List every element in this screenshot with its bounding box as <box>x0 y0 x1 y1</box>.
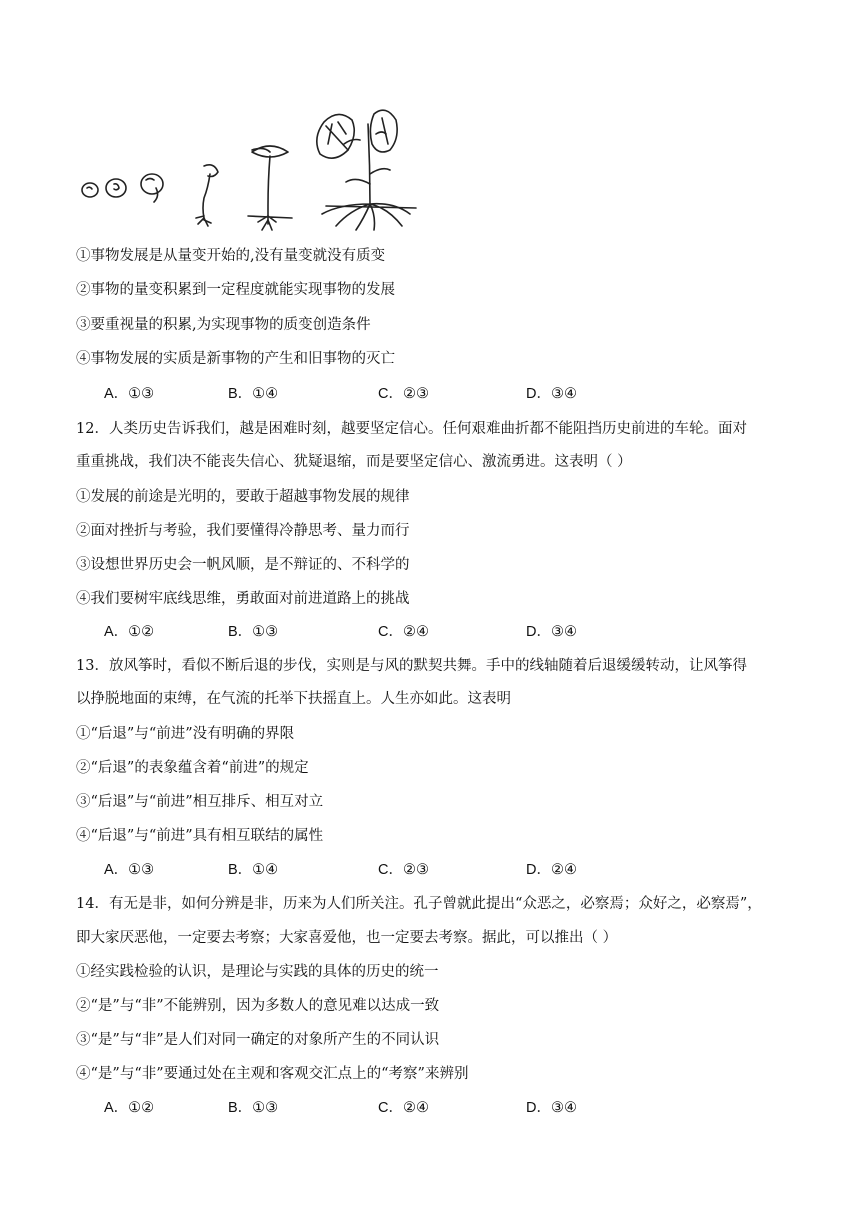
q14-statement-2: ②“是”与“非”不能辨别，因为多数人的意见难以达成一致 <box>76 998 440 1014</box>
q13-statement-3: ③“后退”与“前进”相互排斥、相互对立 <box>76 794 324 810</box>
q13-option-d[interactable]: D．②④ <box>526 862 577 878</box>
q14-statement-4: ④“是”与“非”要通过处在主观和客观交汇点上的“考察”来辨别 <box>76 1066 469 1082</box>
q14-stem-line-2: 即大家厌恶他，一定要去考察；大家喜爱他，也一定要去考察。据此，可以推出（ ） <box>76 930 618 946</box>
q11-statement-3: ③要重视量的积累,为实现事物的质变创造条件 <box>76 317 371 333</box>
q12-stem-line-1: 12．人类历史告诉我们，越是困难时刻，越要坚定信心。任何艰难曲折都不能阻挡历史前进的车轮。面对 <box>76 421 747 437</box>
q12-statement-3: ③设想世界历史会一帆风顺，是不辩证的、不科学的 <box>76 557 410 573</box>
q12-option-b[interactable]: B．①③ <box>228 624 279 640</box>
seed-germination-illustration <box>76 104 426 236</box>
q12-statement-2: ②面对挫折与考验，我们要懂得冷静思考、量力而行 <box>76 523 410 539</box>
q14-option-b[interactable]: B．①③ <box>228 1100 279 1116</box>
q14-option-c[interactable]: C．②④ <box>378 1100 429 1116</box>
q13-stem-line-1: 13．放风筝时，看似不断后退的步伐，实则是与风的默契共舞。手中的线轴随着后退缓缓转动，让风筝得 <box>76 658 747 674</box>
q12-statement-1: ①发展的前途是光明的，要敢于超越事物发展的规律 <box>76 489 410 505</box>
q11-statement-2: ②事物的量变积累到一定程度就能实现事物的发展 <box>76 282 395 298</box>
q14-statement-3: ③“是”与“非”是人们对同一确定的对象所产生的不同认识 <box>76 1032 440 1048</box>
q13-option-b[interactable]: B．①④ <box>228 862 279 878</box>
q12-stem-line-2: 重重挑战，我们决不能丧失信心、犹疑退缩，而是要坚定信心、激流勇进。这表明（ ） <box>76 454 632 470</box>
q13-stem-line-2: 以挣脱地面的束缚，在气流的托举下扶摇直上。人生亦如此。这表明 <box>76 691 511 707</box>
q14-statement-1: ①经实践检验的认识，是理论与实践的具体的历史的统一 <box>76 964 439 980</box>
q14-stem-line-1: 14．有无是非，如何分辨是非，历来为人们所关注。孔子曾就此提出“众恶之，必察焉；众好之，必察焉”， <box>76 896 762 912</box>
q11-option-d[interactable]: D．③④ <box>526 386 577 402</box>
q13-option-c[interactable]: C．②③ <box>378 862 429 878</box>
q12-option-c[interactable]: C．②④ <box>378 624 429 640</box>
q11-option-b[interactable]: B．①④ <box>228 386 279 402</box>
q14-option-d[interactable]: D．③④ <box>526 1100 577 1116</box>
q14-option-a[interactable]: A．①② <box>104 1100 155 1116</box>
q11-option-a[interactable]: A．①③ <box>104 386 155 402</box>
q12-statement-4: ④我们要树牢底线思维，勇敢面对前进道路上的挑战 <box>76 591 410 607</box>
q13-statement-4: ④“后退”与“前进”具有相互联结的属性 <box>76 828 324 844</box>
q11-statement-1: ①事物发展是从量变开始的,没有量变就没有质变 <box>76 248 386 264</box>
q11-option-c[interactable]: C．②③ <box>378 386 429 402</box>
q12-option-d[interactable]: D．③④ <box>526 624 577 640</box>
q12-option-a[interactable]: A．①② <box>104 624 155 640</box>
q13-statement-1: ①“后退”与“前进”没有明确的界限 <box>76 726 295 742</box>
q11-statement-4: ④事物发展的实质是新事物的产生和旧事物的灭亡 <box>76 351 395 367</box>
q13-statement-2: ②“后退”的表象蕴含着“前进”的规定 <box>76 760 309 776</box>
q13-option-a[interactable]: A．①③ <box>104 862 155 878</box>
